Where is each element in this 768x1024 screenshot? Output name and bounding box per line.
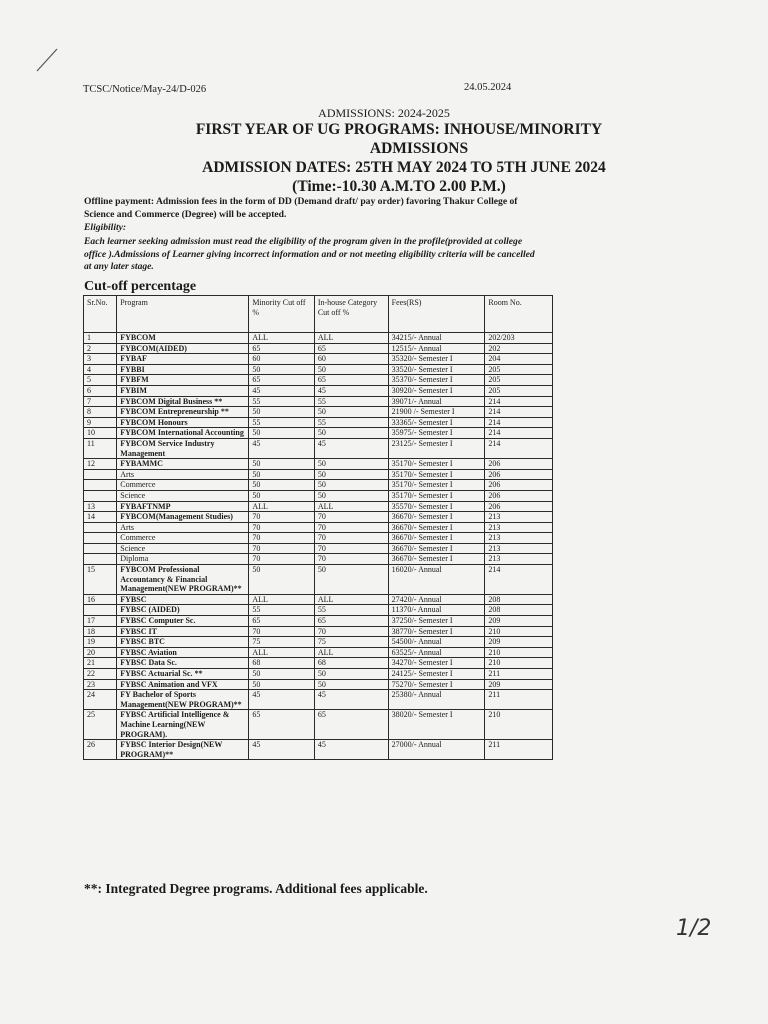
- cell-fees: 37250/- Semester I: [388, 616, 485, 627]
- cell-room: 208: [485, 594, 553, 605]
- cell-program: FYBSC Aviation: [117, 647, 249, 658]
- cell-program: FYBSC Animation and VFX: [117, 679, 249, 690]
- cell-program: FYBAFTNMP: [117, 501, 249, 512]
- cell-program: Diploma: [117, 554, 249, 565]
- cell-srno: [84, 490, 117, 501]
- cell-inhouse: 65: [314, 343, 388, 354]
- cell-srno: [84, 543, 117, 554]
- header-inhouse: In-house Category Cut off %: [314, 296, 388, 333]
- cell-minority: 50: [249, 679, 315, 690]
- cell-room: 205: [485, 385, 553, 396]
- table-row: [84, 637, 553, 648]
- cell-srno: 13: [84, 501, 117, 512]
- cell-room: 210: [485, 626, 553, 637]
- cell-program: FYBCOM Honours: [117, 417, 249, 428]
- table-row: [84, 417, 553, 428]
- notice-reference: TCSC/Notice/May-24/D-026: [83, 84, 207, 95]
- table-row: [84, 533, 553, 544]
- cell-room: 209: [485, 679, 553, 690]
- cell-minority: 55: [249, 417, 315, 428]
- cell-srno: 25: [84, 710, 117, 740]
- cell-srno: 24: [84, 690, 117, 710]
- cell-minority: 45: [249, 740, 315, 760]
- cell-minority: 65: [249, 343, 315, 354]
- header-room: Room No.: [485, 296, 553, 333]
- cell-inhouse: 70: [314, 626, 388, 637]
- cell-fees: 35170/- Semester I: [388, 480, 485, 491]
- table-row: [84, 616, 553, 627]
- cell-room: 211: [485, 740, 553, 760]
- cell-srno: 2: [84, 343, 117, 354]
- cell-inhouse: 50: [314, 669, 388, 680]
- table-row: [84, 428, 553, 439]
- cell-srno: 3: [84, 354, 117, 365]
- cell-room: 214: [485, 438, 553, 458]
- cell-fees: 30920/- Semester I: [388, 385, 485, 396]
- cell-room: 205: [485, 375, 553, 386]
- cell-minority: 70: [249, 626, 315, 637]
- table-row: [84, 605, 553, 616]
- cell-fees: 36670/- Semester I: [388, 512, 485, 523]
- cell-program: FYBSC Data Sc.: [117, 658, 249, 669]
- cell-minority: 50: [249, 428, 315, 439]
- cell-room: 206: [485, 490, 553, 501]
- cell-srno: 8: [84, 407, 117, 418]
- cell-program: FYBCOM International Accounting: [117, 428, 249, 439]
- cell-program: FYBSC: [117, 594, 249, 605]
- table-row: [84, 658, 553, 669]
- cell-fees: 36670/- Semester I: [388, 522, 485, 533]
- cell-inhouse: ALL: [314, 647, 388, 658]
- cell-minority: ALL: [249, 647, 315, 658]
- cell-srno: 7: [84, 396, 117, 407]
- cell-room: 214: [485, 396, 553, 407]
- cell-room: 205: [485, 364, 553, 375]
- cell-srno: 6: [84, 385, 117, 396]
- cell-minority: 45: [249, 438, 315, 458]
- table-row: [84, 385, 553, 396]
- cell-program: FYBSC (AIDED): [117, 605, 249, 616]
- cell-inhouse: 55: [314, 396, 388, 407]
- cell-program: FYBSC Computer Sc.: [117, 616, 249, 627]
- table-row: [84, 543, 553, 554]
- cell-program: FYBCOM Digital Business **: [117, 396, 249, 407]
- cell-srno: 11: [84, 438, 117, 458]
- cell-minority: 50: [249, 364, 315, 375]
- admissions-year: ADMISSIONS: 2024-2025: [318, 106, 450, 120]
- cell-program: FYBSC Artificial Intelligence & Machine Learning(NEW PROGRAM).: [117, 710, 249, 740]
- cell-srno: 23: [84, 679, 117, 690]
- table-row: [84, 364, 553, 375]
- cell-srno: 10: [84, 428, 117, 439]
- cell-srno: 4: [84, 364, 117, 375]
- cell-srno: 26: [84, 740, 117, 760]
- cell-program: Arts: [117, 469, 249, 480]
- cell-inhouse: 50: [314, 679, 388, 690]
- table-row: [84, 354, 553, 365]
- cell-inhouse: 65: [314, 710, 388, 740]
- cell-srno: 20: [84, 647, 117, 658]
- cell-inhouse: 75: [314, 637, 388, 648]
- cell-program: Science: [117, 490, 249, 501]
- cell-fees: 23125/- Semester I: [388, 438, 485, 458]
- cutoff-table: [83, 295, 553, 760]
- cell-program: FYBCOM(Management Studies): [117, 512, 249, 523]
- cell-srno: [84, 522, 117, 533]
- cell-room: 210: [485, 710, 553, 740]
- table-row: [84, 626, 553, 637]
- table-row: [84, 490, 553, 501]
- cell-minority: 45: [249, 385, 315, 396]
- cell-fees: 75270/- Semester I: [388, 679, 485, 690]
- cell-minority: 70: [249, 533, 315, 544]
- cell-fees: 34215/- Annual: [388, 333, 485, 344]
- cell-inhouse: 45: [314, 740, 388, 760]
- cell-room: 206: [485, 480, 553, 491]
- cell-room: 202/203: [485, 333, 553, 344]
- eligibility-text: Each learner seeking admission must read the eligibility of the program given in the profile(provided at college office ).Admissions of Learner giving incorrect information and or not meeting eligibility criteria will be cancelled at any later stage.: [84, 236, 535, 272]
- cell-inhouse: 50: [314, 364, 388, 375]
- table-row: [84, 333, 553, 344]
- cell-room: 206: [485, 459, 553, 470]
- cell-inhouse: 65: [314, 375, 388, 386]
- cell-room: 209: [485, 616, 553, 627]
- table-row: [84, 469, 553, 480]
- cell-inhouse: 70: [314, 533, 388, 544]
- cell-minority: 70: [249, 554, 315, 565]
- cell-inhouse: 50: [314, 428, 388, 439]
- cell-inhouse: 68: [314, 658, 388, 669]
- cell-room: 210: [485, 658, 553, 669]
- cell-inhouse: ALL: [314, 594, 388, 605]
- notice-date: 24.05.2024: [464, 82, 512, 93]
- table-row: [84, 407, 553, 418]
- cell-room: 214: [485, 417, 553, 428]
- cell-room: 211: [485, 669, 553, 680]
- cell-inhouse: 45: [314, 385, 388, 396]
- cell-minority: ALL: [249, 501, 315, 512]
- table-row: [84, 501, 553, 512]
- table-row: [84, 375, 553, 386]
- cell-fees: 38020/- Semester I: [388, 710, 485, 740]
- cell-room: 213: [485, 554, 553, 565]
- cell-minority: 65: [249, 375, 315, 386]
- cell-fees: 36670/- Semester I: [388, 533, 485, 544]
- cell-room: 209: [485, 637, 553, 648]
- cell-minority: 55: [249, 605, 315, 616]
- cell-program: FYBSC Actuarial Sc. **: [117, 669, 249, 680]
- cell-srno: 9: [84, 417, 117, 428]
- cell-room: 214: [485, 407, 553, 418]
- cell-program: Arts: [117, 522, 249, 533]
- cell-room: 206: [485, 469, 553, 480]
- cell-program: FYBCOM(AIDED): [117, 343, 249, 354]
- table-row: [84, 679, 553, 690]
- cell-inhouse: 70: [314, 554, 388, 565]
- cell-room: 214: [485, 565, 553, 595]
- heading-line-1: FIRST YEAR OF UG PROGRAMS: INHOUSE/MINORITY: [195, 121, 603, 138]
- cell-inhouse: 65: [314, 616, 388, 627]
- cell-minority: 50: [249, 459, 315, 470]
- cell-fees: 27000/- Annual: [388, 740, 485, 760]
- cell-srno: 16: [84, 594, 117, 605]
- cell-program: FYBFM: [117, 375, 249, 386]
- cutoff-title: Cut-off percentage: [84, 279, 197, 294]
- cell-fees: 35320/- Semester I: [388, 354, 485, 365]
- cell-srno: 22: [84, 669, 117, 680]
- payment-info: Offline payment: Admission fees in the form of DD (Demand draft/ pay order) favoring Thakur College of Science and Commerce (Degree) will be accepted.: [84, 196, 518, 220]
- eligibility-label: Eligibility:: [84, 222, 127, 233]
- cell-fees: 35370/- Semester I: [388, 375, 485, 386]
- cell-fees: 35170/- Semester I: [388, 459, 485, 470]
- cell-fees: 35170/- Semester I: [388, 469, 485, 480]
- header-srno: Sr.No.: [84, 296, 117, 333]
- cell-program: FYBCOM: [117, 333, 249, 344]
- cell-inhouse: 45: [314, 690, 388, 710]
- table-row: [84, 565, 553, 595]
- cell-inhouse: 55: [314, 605, 388, 616]
- cell-fees: 27420/- Annual: [388, 594, 485, 605]
- table-row: [84, 710, 553, 740]
- cell-srno: [84, 480, 117, 491]
- cell-room: 214: [485, 428, 553, 439]
- cell-program: FYBCOM Professional Accountancy & Financial Management(NEW PROGRAM)**: [117, 565, 249, 595]
- cell-minority: ALL: [249, 333, 315, 344]
- cell-inhouse: 50: [314, 459, 388, 470]
- cell-room: 202: [485, 343, 553, 354]
- cell-inhouse: 60: [314, 354, 388, 365]
- cell-fees: 12515/- Annual: [388, 343, 485, 354]
- cell-room: 204: [485, 354, 553, 365]
- cell-srno: 19: [84, 637, 117, 648]
- cell-program: Science: [117, 543, 249, 554]
- cell-room: 213: [485, 522, 553, 533]
- table-row: [84, 438, 553, 458]
- cell-minority: 50: [249, 669, 315, 680]
- cell-minority: 50: [249, 469, 315, 480]
- header-fees: Fees(RS): [388, 296, 485, 333]
- admission-dates: ADMISSION DATES: 25TH MAY 2024 TO 5TH JUNE 2024: [202, 159, 606, 176]
- cell-inhouse: ALL: [314, 333, 388, 344]
- cell-room: 213: [485, 512, 553, 523]
- table-row: [84, 740, 553, 760]
- cell-srno: [84, 469, 117, 480]
- cell-program: FYBSC BTC: [117, 637, 249, 648]
- cell-minority: 65: [249, 710, 315, 740]
- table-row: [84, 669, 553, 680]
- cell-srno: [84, 554, 117, 565]
- cell-inhouse: ALL: [314, 501, 388, 512]
- cell-program: FYBBI: [117, 364, 249, 375]
- header-program: Program: [117, 296, 249, 333]
- cell-fees: 36670/- Semester I: [388, 554, 485, 565]
- cell-srno: 5: [84, 375, 117, 386]
- cell-fees: 34270/- Semester I: [388, 658, 485, 669]
- admission-time: (Time:-10.30 A.M.TO 2.00 P.M.): [292, 178, 506, 195]
- cell-fees: 36670/- Semester I: [388, 543, 485, 554]
- cell-inhouse: 50: [314, 565, 388, 595]
- cell-srno: 15: [84, 565, 117, 595]
- cell-minority: 45: [249, 690, 315, 710]
- cell-srno: 12: [84, 459, 117, 470]
- cell-fees: 33365/- Semester I: [388, 417, 485, 428]
- table-row: [84, 522, 553, 533]
- table-row: [84, 512, 553, 523]
- table-row: [84, 554, 553, 565]
- table-header-row: [84, 296, 553, 333]
- cell-minority: 65: [249, 616, 315, 627]
- cell-fees: 63525/- Annual: [388, 647, 485, 658]
- cell-program: Commerce: [117, 480, 249, 491]
- cell-program: FYBCOM Service Industry Management: [117, 438, 249, 458]
- cell-fees: 35570/- Semester I: [388, 501, 485, 512]
- cell-room: 208: [485, 605, 553, 616]
- cell-fees: 54500/- Annual: [388, 637, 485, 648]
- cell-inhouse: 70: [314, 512, 388, 523]
- table-row: [84, 594, 553, 605]
- cell-minority: 55: [249, 396, 315, 407]
- cell-inhouse: 50: [314, 490, 388, 501]
- cell-room: 211: [485, 690, 553, 710]
- cell-fees: 39071/- Annual: [388, 396, 485, 407]
- cell-fees: 38770/- Semester I: [388, 626, 485, 637]
- table-row: [84, 343, 553, 354]
- cell-inhouse: 70: [314, 522, 388, 533]
- cell-srno: [84, 533, 117, 544]
- cell-room: 213: [485, 533, 553, 544]
- cell-program: FYBSC Interior Design(NEW PROGRAM)**: [117, 740, 249, 760]
- cell-minority: 75: [249, 637, 315, 648]
- cell-program: Commerce: [117, 533, 249, 544]
- pen-mark: [33, 48, 59, 74]
- cell-fees: 25380/- Annual: [388, 690, 485, 710]
- cell-fees: 11370/- Annual: [388, 605, 485, 616]
- table-row: [84, 690, 553, 710]
- cell-program: FYBAMMC: [117, 459, 249, 470]
- cell-fees: 35975/- Semester I: [388, 428, 485, 439]
- cell-srno: 14: [84, 512, 117, 523]
- cell-inhouse: 50: [314, 407, 388, 418]
- cell-srno: 1: [84, 333, 117, 344]
- cell-srno: 18: [84, 626, 117, 637]
- cell-srno: 17: [84, 616, 117, 627]
- cell-minority: 50: [249, 407, 315, 418]
- cell-inhouse: 55: [314, 417, 388, 428]
- table-row: [84, 647, 553, 658]
- table-row: [84, 396, 553, 407]
- footnote: **: Integrated Degree programs. Additional fees applicable.: [84, 881, 428, 896]
- cell-srno: 21: [84, 658, 117, 669]
- page-number: 1/2: [676, 916, 712, 941]
- cell-minority: ALL: [249, 594, 315, 605]
- cell-minority: 50: [249, 490, 315, 501]
- cell-room: 210: [485, 647, 553, 658]
- table-row: [84, 480, 553, 491]
- cell-minority: 50: [249, 480, 315, 491]
- cell-minority: 68: [249, 658, 315, 669]
- cell-room: 213: [485, 543, 553, 554]
- cell-minority: 70: [249, 522, 315, 533]
- cell-program: FYBSC IT: [117, 626, 249, 637]
- cell-inhouse: 50: [314, 469, 388, 480]
- cell-fees: 35170/- Semester I: [388, 490, 485, 501]
- cell-program: FY Bachelor of Sports Management(NEW PROGRAM)**: [117, 690, 249, 710]
- cell-inhouse: 50: [314, 480, 388, 491]
- cell-fees: 24125/- Semester I: [388, 669, 485, 680]
- cell-minority: 70: [249, 512, 315, 523]
- cell-program: FYBIM: [117, 385, 249, 396]
- header-minority: Minority Cut off %: [249, 296, 315, 333]
- cell-room: 206: [485, 501, 553, 512]
- cell-srno: [84, 605, 117, 616]
- cell-minority: 60: [249, 354, 315, 365]
- cell-program: FYBAF: [117, 354, 249, 365]
- cell-fees: 16020/- Annual: [388, 565, 485, 595]
- heading-line-2: ADMISSIONS: [369, 140, 469, 157]
- table-row: [84, 459, 553, 470]
- cell-minority: 70: [249, 543, 315, 554]
- cell-inhouse: 45: [314, 438, 388, 458]
- cell-fees: 21900 /- Semester I: [388, 407, 485, 418]
- cell-minority: 50: [249, 565, 315, 595]
- cell-fees: 33520/- Semester I: [388, 364, 485, 375]
- cell-inhouse: 70: [314, 543, 388, 554]
- cell-program: FYBCOM Entrepreneurship **: [117, 407, 249, 418]
